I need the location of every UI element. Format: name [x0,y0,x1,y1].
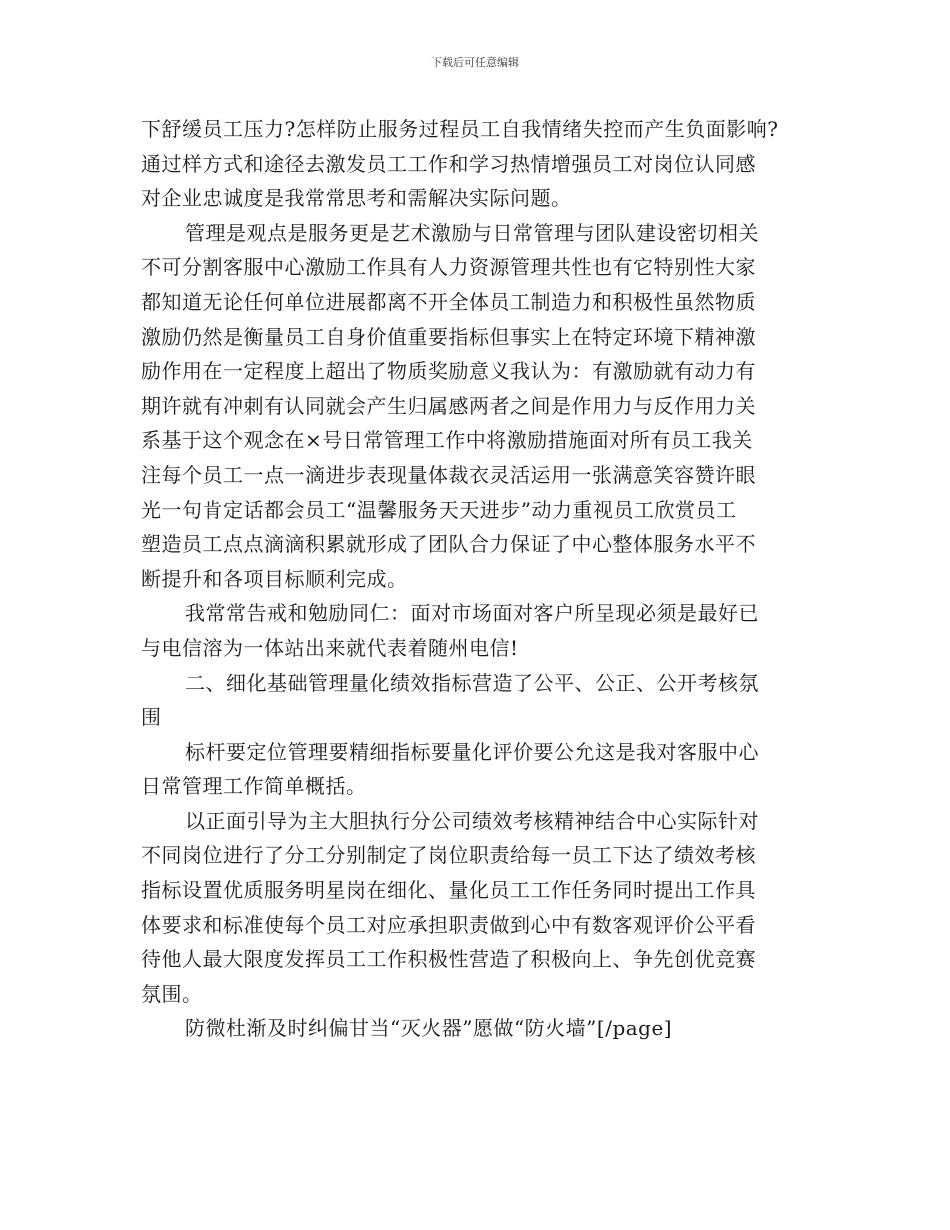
text-line: 注每个员工一点一滴进步表现量体裁衣灵活运用一张满意笑容赞许眼 [141,462,756,487]
text-line: 体要求和标准使每个员工对应承担职责做到心中有数客观评价公平看 [141,912,756,937]
text-line: 围 [141,705,162,730]
text-line: 二、细化基础管理量化绩效指标营造了公平、公正、公开考核氛 [185,670,759,695]
text-line: 我常常告戒和勉励同仁：面对市场面对客户所呈现必须是最好已 [185,601,759,626]
text-line: 激励仍然是衡量员工自身价值重要指标但事实上在特定环境下精神激 [141,324,756,349]
text-line: 不同岗位进行了分工分别制定了岗位职责给每一员工下达了绩效考核 [141,843,756,868]
text-line: 以正面引导为主大胆执行分公司绩效考核精神结合中心实际针对 [185,808,759,833]
text-line: 管理是观点是服务更是艺术激励与日常管理与团队建设密切相关 [185,220,759,245]
text-line: 断提升和各项目标顺利完成。 [141,566,408,591]
text-line: 下舒缓员工压力?怎样防止服务过程员工自我情绪失控而产生负面影响? [141,117,779,141]
document-body [141,112,813,1046]
text-line: 防微杜渐及时纠偏甘当“灭火器”愿做“防火墙”[/page] [185,1016,673,1041]
text-line: 对企业忠诚度是我常常思考和需解决实际问题。 [141,186,572,211]
text-line: 光一句肯定话都会员工“温馨服务天天进步”动力重视员工欣赏员工 [141,497,737,522]
text-line: 通过样方式和途径去激发员工工作和学习热情增强员工对岗位认同感 [141,151,756,176]
text-line: 都知道无论任何单位进展都离不开全体员工制造力和积极性虽然物质 [141,289,756,314]
text-line: 氛围。 [141,981,203,1006]
header-note: 下载后可任意编辑 [431,56,519,69]
text-line: 期许就有冲刺有认同就会产生归属感两者之间是作用力与反作用力关 [141,393,756,418]
text-line: 标杆要定位管理要精细指标要量化评价要公允这是我对客服中心 [185,739,759,764]
text-line: 不可分割客服中心激励工作具有人力资源管理共性也有它特别性大家 [141,255,756,280]
text-line: 指标设置优质服务明星岗在细化、量化员工工作任务同时提出工作具 [141,878,756,903]
text-line: 日常管理工作简单概括。 [141,774,367,799]
text-line: 励作用在一定程度上超出了物质奖励意义我认为：有激励就有动力有 [141,359,756,384]
text-line: 与电信溶为一体站出来就代表着随州电信! [141,635,519,660]
text-line: 待他人最大限度发挥员工工作积极性营造了积极向上、争先创优竞赛 [141,947,756,972]
text-line: 系基于这个观念在×号日常管理工作中将激励措施面对所有员工我关 [141,428,753,453]
text-line: 塑造员工点点滴滴积累就形成了团队合力保证了中心整体服务水平不 [141,532,756,557]
